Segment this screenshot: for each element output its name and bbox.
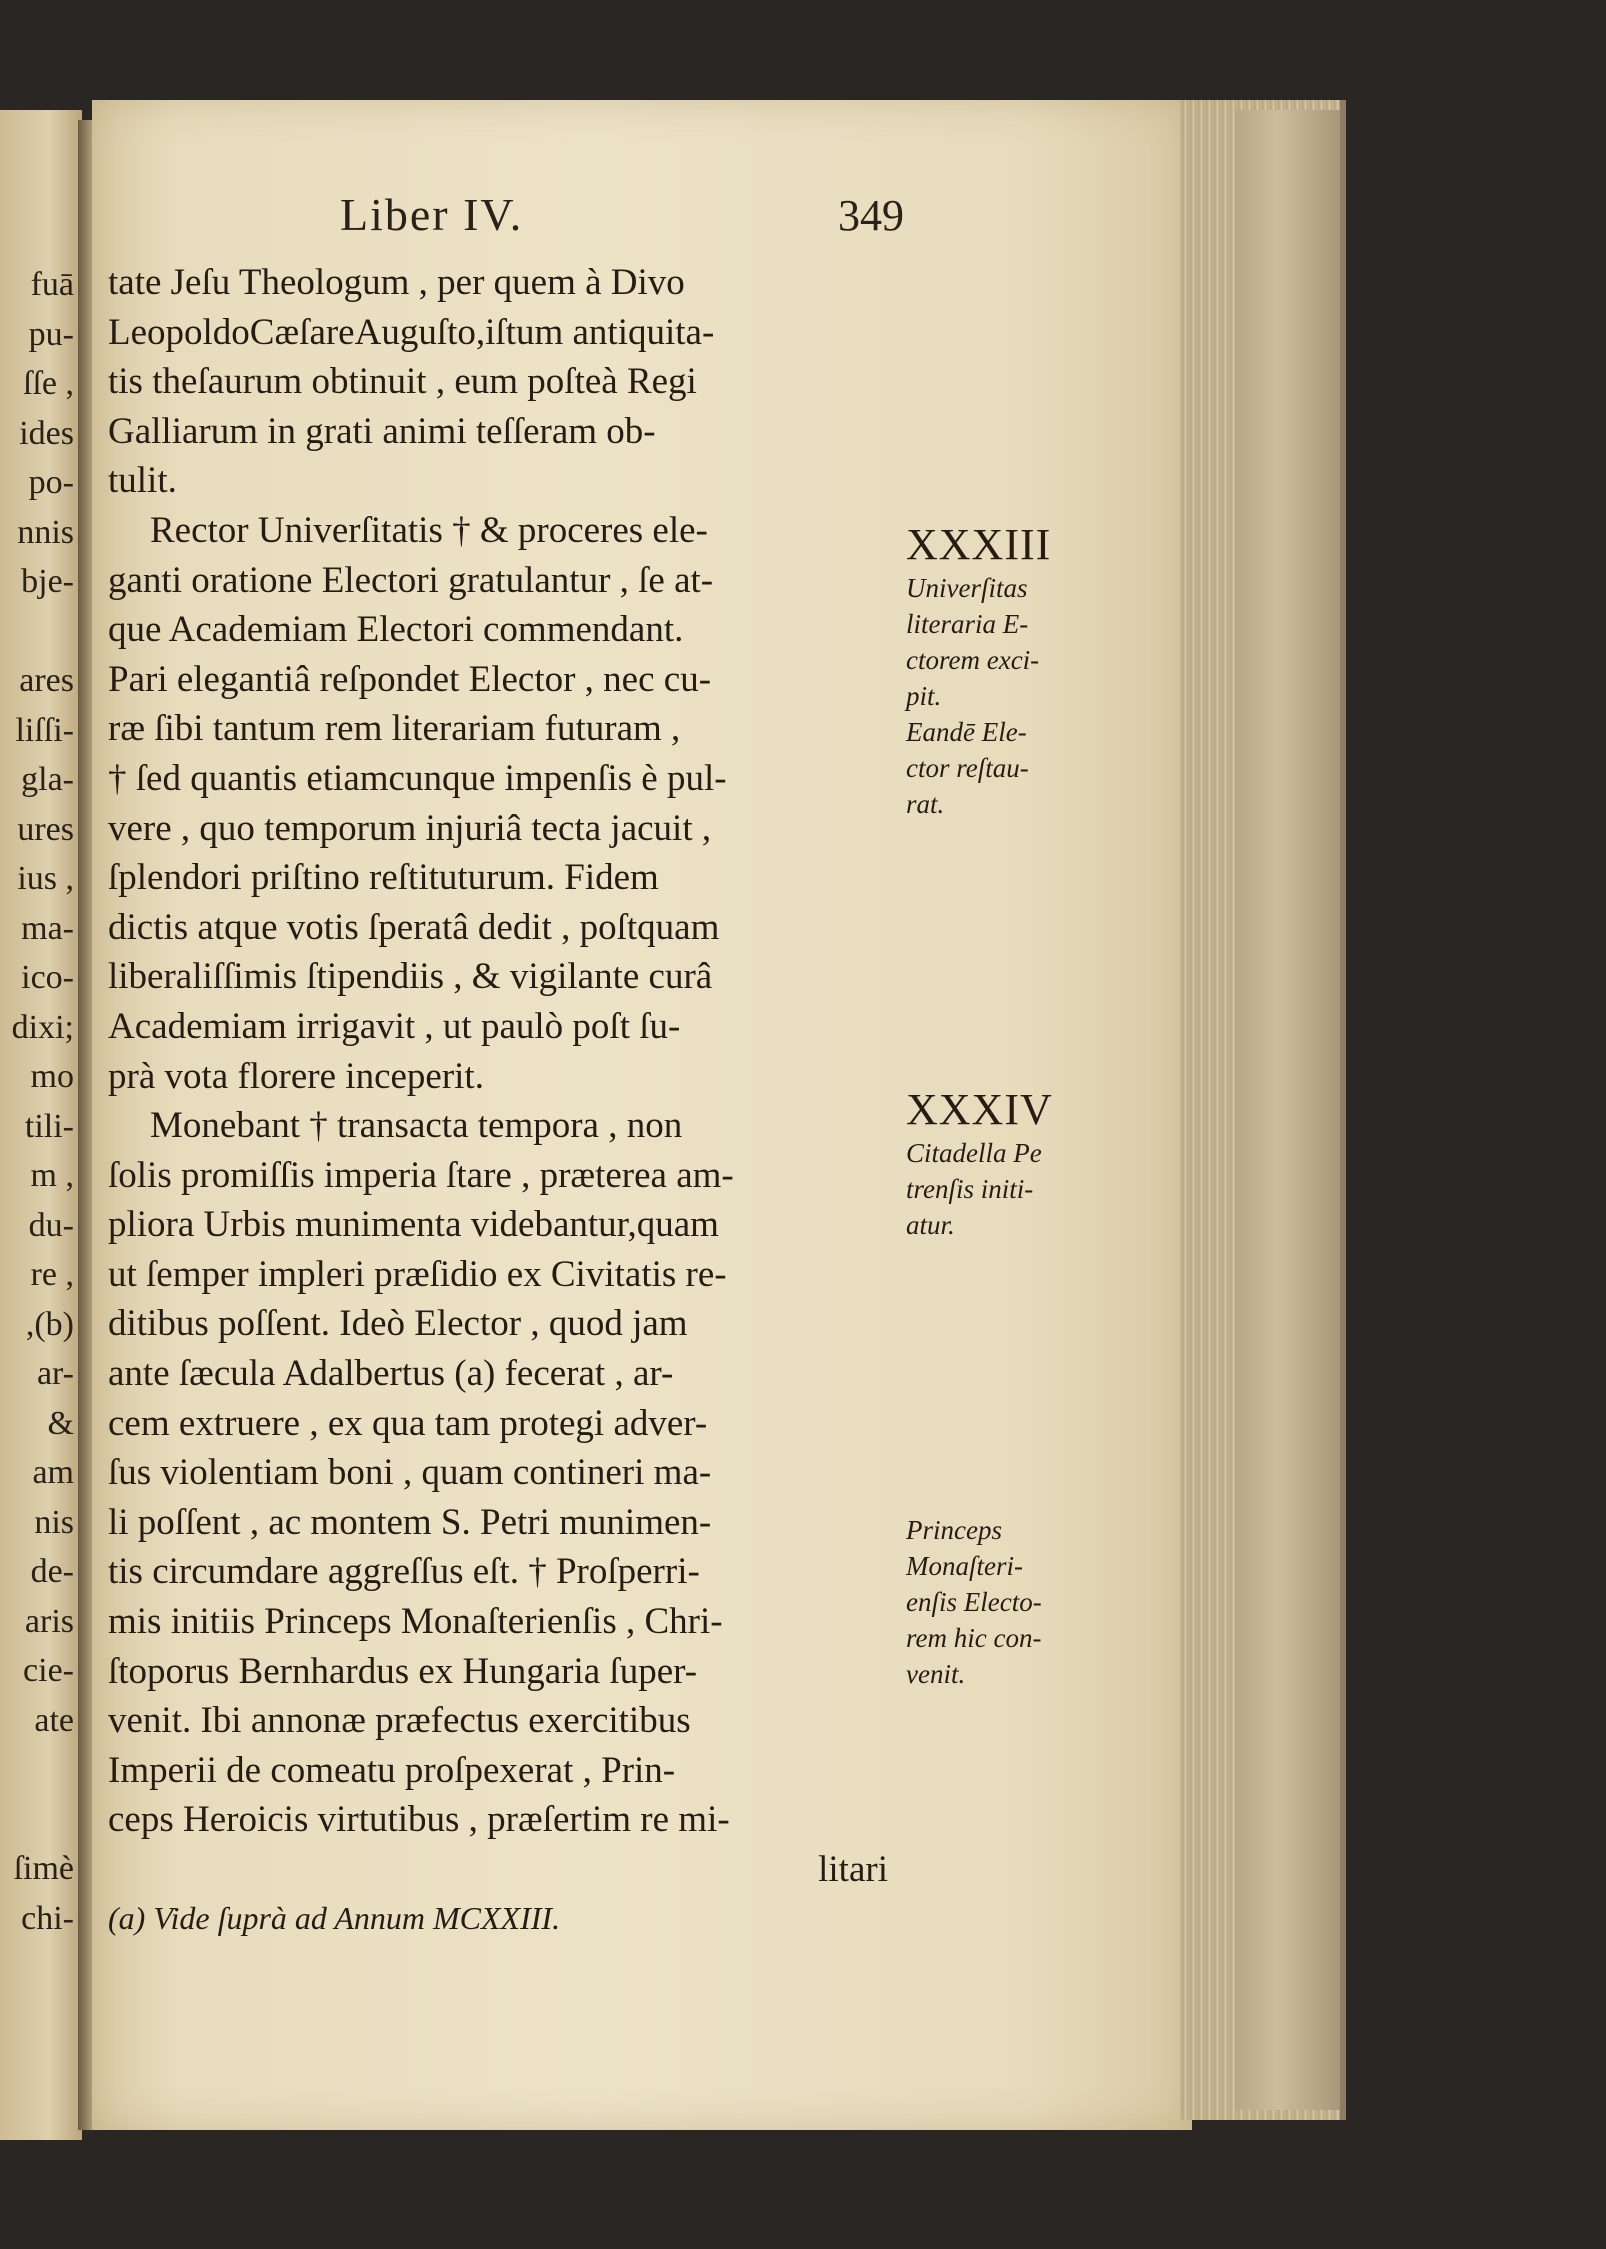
margin-line: trenſis initi- xyxy=(906,1174,1034,1204)
facing-page-fragment: liſſi- xyxy=(15,711,74,749)
body-line: Rector Univerſitatis † & proceres ele- xyxy=(150,509,708,551)
facing-page-fragment: po- xyxy=(28,464,74,501)
body-line: venit. Ibi annonæ præfectus exercitibus xyxy=(108,1700,691,1742)
facing-page-fragment: fuā xyxy=(30,266,74,303)
facing-page-fragment: ius , xyxy=(17,860,74,897)
body-line: ræ ſibi tantum rem literariam futuram , xyxy=(108,708,681,750)
facing-page-fragment: de- xyxy=(30,1553,74,1590)
body-line: pliora Urbis munimenta videbantur,quam xyxy=(108,1204,719,1246)
body-line: dictis atque votis ſperatâ dedit , poſtquam xyxy=(108,906,720,948)
facing-page-fragment: ate xyxy=(34,1701,74,1739)
facing-page-fragment: & xyxy=(47,1404,74,1442)
body-line: tate Jeſu Theologum , per quem à Divo xyxy=(108,262,685,303)
facing-page-fragment: ides xyxy=(19,414,74,452)
facing-page-fragment: tili- xyxy=(24,1107,74,1145)
margin-numeral: XXXIV xyxy=(906,1085,1053,1134)
margin-numeral: XXXIII xyxy=(906,520,1052,569)
facing-page-fragment: dixi; xyxy=(11,1008,74,1046)
facing-page-fragment: ar- xyxy=(36,1355,74,1392)
body-line: Galliarum in grati animi teſſeram ob- xyxy=(108,410,656,452)
facing-page-fragment: ma- xyxy=(21,909,74,947)
facing-page-fragment: ures xyxy=(17,810,74,848)
facing-page-fragments xyxy=(0,260,82,1943)
facing-page-fragment: chi- xyxy=(21,1899,74,1937)
body-line: ſus violentiam boni , quam contineri ma- xyxy=(108,1452,712,1494)
page-number: 349 xyxy=(838,191,904,240)
body-line: que Academiam Electori commendant. xyxy=(108,609,684,651)
facing-page-fragment xyxy=(0,607,74,657)
body-line: prà vota florere inceperit. xyxy=(108,1055,484,1097)
facing-page-fragment: ſimè xyxy=(13,1850,74,1887)
facing-page-fragment: aris xyxy=(24,1602,74,1640)
footnote: (a) Vide ſuprà ad Annum MCXXIII. xyxy=(108,1900,561,1936)
margin-line: rem hic con- xyxy=(906,1623,1042,1653)
facing-page-fragment: nnis xyxy=(17,513,74,551)
facing-page-fragment: cie- xyxy=(23,1652,74,1689)
facing-page-fragment: gla- xyxy=(21,761,74,798)
facing-page-fragment xyxy=(0,1795,74,1845)
body-line-catchword: litari xyxy=(818,1849,888,1890)
body-text xyxy=(108,258,888,1895)
body-line: ceps Heroicis virtutibus , præſertim re mi- xyxy=(108,1799,730,1841)
facing-page-fragment xyxy=(0,1745,74,1795)
facing-page-fragment: nis xyxy=(34,1503,74,1541)
body-line: Imperii de comeatu proſpexerat , Prin- xyxy=(108,1749,676,1791)
body-line: tis circumdare aggreſſus eſt. † Proſperri- xyxy=(108,1551,700,1593)
margin-line: Monaſteri- xyxy=(906,1551,1023,1581)
body-line: ſplendori priſtino reſtituturum. Fidem xyxy=(108,857,659,899)
body-line: vere , quo temporum injuriâ tecta jacuit , xyxy=(108,807,712,849)
margin-note-princeps xyxy=(906,1512,1096,1692)
margin-line: ctorem exci- xyxy=(906,645,1040,675)
facing-page-fragment: du- xyxy=(28,1206,74,1244)
margin-line: enſis Electo- xyxy=(906,1587,1042,1617)
body-line: ganti oratione Electori gratulantur , ſe at- xyxy=(108,559,714,601)
body-line: Pari elegantiâ reſpondet Elector , nec cu- xyxy=(108,658,712,700)
body-line: Academiam irrigavit , ut paulò poſt ſu- xyxy=(108,1005,681,1047)
body-line: ut ſemper impleri præſidio ex Civitatis re- xyxy=(108,1253,727,1295)
margin-line: Eandē Ele- xyxy=(906,717,1027,747)
margin-line: venit. xyxy=(906,1659,966,1689)
body-line: mis initiis Princeps Monaſterienſis , Chri- xyxy=(108,1601,723,1643)
facing-page-fragment: re , xyxy=(30,1256,74,1293)
page-stack-edge-inner xyxy=(1236,110,1340,2110)
body-line: Monebant † transacta tempora , non xyxy=(150,1105,683,1147)
facing-page-edge xyxy=(0,110,82,2140)
margin-line: literaria E- xyxy=(906,609,1029,639)
facing-page-fragment: ico- xyxy=(21,959,74,996)
facing-page-fragment: ſſe , xyxy=(23,365,74,402)
body-line: LeopoldoCæſareAuguſto,iſtum antiquita- xyxy=(108,311,715,353)
body-line: tis theſaurum obtinuit , eum poſteà Regi xyxy=(108,361,697,403)
margin-line: Citadella Pe xyxy=(906,1138,1042,1168)
facing-page-fragment: pu- xyxy=(28,315,74,353)
body-line: cem extruere , ex qua tam protegi adver- xyxy=(108,1402,708,1444)
facing-page-fragment: bje- xyxy=(21,563,74,600)
body-line: ditibus poſſent. Ideò Elector , quod jam xyxy=(108,1303,688,1345)
body-line: tulit. xyxy=(108,460,177,502)
margin-line: atur. xyxy=(906,1210,955,1240)
facing-page-fragment: ,(b) xyxy=(25,1305,74,1343)
body-line: ſolis promiſſis imperia ſtare , præterea am- xyxy=(108,1154,734,1196)
body-line: li poſſent , ac montem S. Petri munimen- xyxy=(108,1501,712,1543)
margin-line: Univerſitas xyxy=(906,573,1028,603)
margin-note-xxxiii xyxy=(906,520,1096,822)
margin-line: Princeps xyxy=(906,1515,1002,1545)
body-line: liberaliſſimis ſtipendiis , & vigilante curâ xyxy=(108,956,713,998)
margin-note-xxxiv xyxy=(906,1085,1096,1243)
running-head: Liber IV. xyxy=(340,189,524,240)
margin-line: ctor reſtau- xyxy=(906,753,1029,783)
body-line: ſtoporus Bernhardus ex Hungaria ſuper- xyxy=(108,1650,698,1692)
facing-page-fragment: mo xyxy=(30,1058,74,1095)
facing-page-fragment: ares xyxy=(19,662,74,699)
body-line: ante ſæcula Adalbertus (a) fecerat , ar- xyxy=(108,1353,674,1395)
margin-line: pit. xyxy=(906,681,942,711)
body-line: † ſed quantis etiamcunque impenſis è pul- xyxy=(108,757,727,799)
facing-page-fragment: m , xyxy=(30,1157,74,1194)
facing-page-fragment: am xyxy=(32,1454,74,1491)
margin-line: rat. xyxy=(906,789,945,819)
